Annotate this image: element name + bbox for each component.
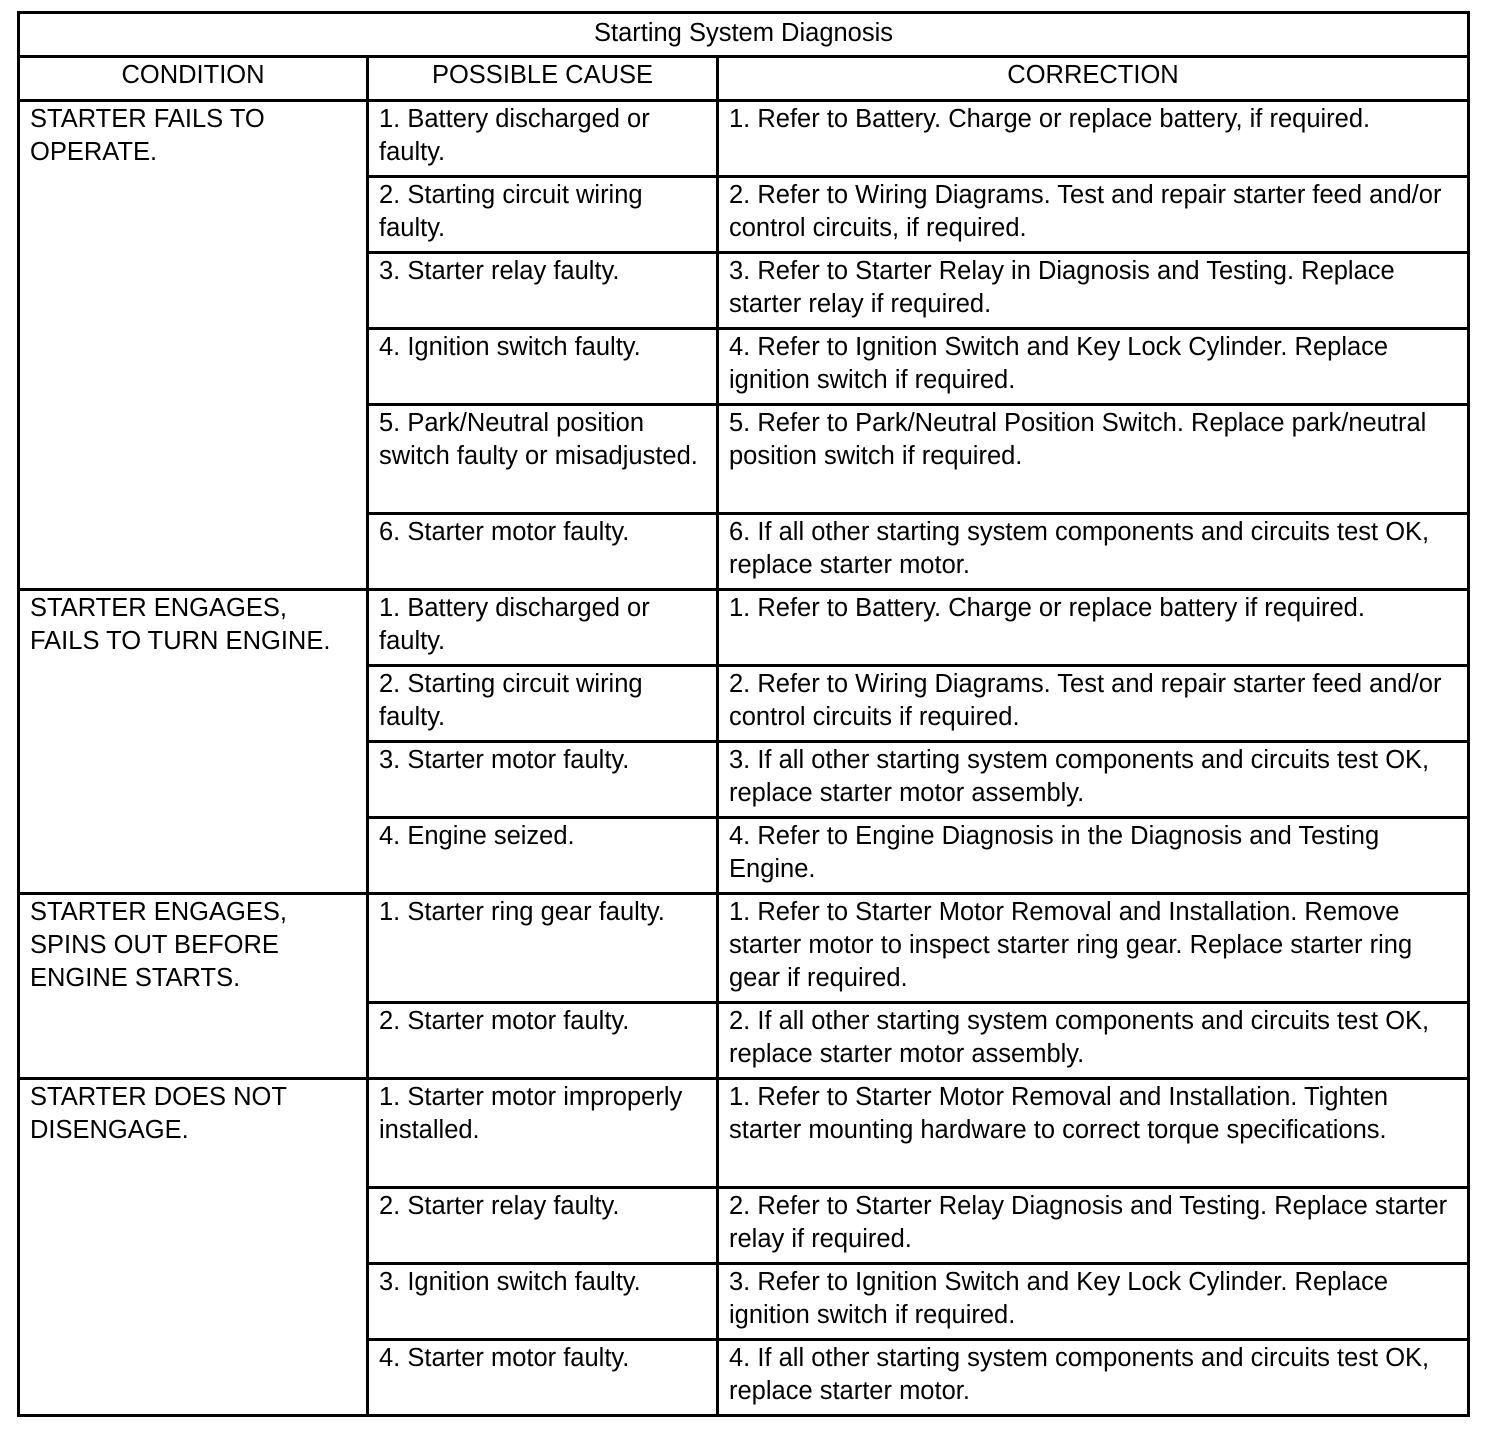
correction-cell: 6. If all other starting system components and circuits test OK, replace starter motor. bbox=[718, 514, 1469, 590]
correction-cell: 1. Refer to Battery. Charge or replace battery, if required. bbox=[718, 101, 1469, 177]
title-row bbox=[19, 13, 1469, 57]
cause-cell: 6. Starter motor faulty. bbox=[368, 514, 718, 590]
cause-cell: 2. Starter relay faulty. bbox=[368, 1188, 718, 1264]
cause-cell: 2. Starting circuit wiring faulty. bbox=[368, 666, 718, 742]
table-title: Starting System Diagnosis bbox=[19, 13, 1469, 57]
correction-cell: 1. Refer to Battery. Charge or replace battery if required. bbox=[718, 590, 1469, 666]
cause-cell: 5. Park/Neutral position switch faulty or misadjusted. bbox=[368, 405, 718, 514]
cause-cell: 1. Starter ring gear faulty. bbox=[368, 894, 718, 1003]
table-row bbox=[19, 590, 1469, 666]
diagnosis-table bbox=[17, 11, 1470, 1417]
cause-cell: 2. Starter motor faulty. bbox=[368, 1003, 718, 1079]
correction-cell: 4. If all other starting system components and circuits test OK, replace starter motor. bbox=[718, 1340, 1469, 1416]
correction-cell: 4. Refer to Ignition Switch and Key Lock Cylinder. Replace ignition switch if required. bbox=[718, 329, 1469, 405]
cause-cell: 3. Starter relay faulty. bbox=[368, 253, 718, 329]
table-row bbox=[19, 894, 1469, 1003]
column-header-correction: CORRECTION bbox=[718, 57, 1469, 101]
condition-cell: STARTER FAILS TO OPERATE. bbox=[19, 101, 368, 590]
column-header-condition: CONDITION bbox=[19, 57, 368, 101]
correction-cell: 1. Refer to Starter Motor Removal and Installation. Remove starter motor to inspect starter ring gear. Replace starter ring gear if required. bbox=[718, 894, 1469, 1003]
header-row bbox=[19, 57, 1469, 101]
condition-cell: STARTER ENGAGES, FAILS TO TURN ENGINE. bbox=[19, 590, 368, 894]
correction-cell: 5. Refer to Park/Neutral Position Switch. Replace park/neutral position switch if required. bbox=[718, 405, 1469, 514]
correction-cell: 1. Refer to Starter Motor Removal and Installation. Tighten starter mounting hardware to correct torque specifications. bbox=[718, 1079, 1469, 1188]
correction-cell: 2. Refer to Wiring Diagrams. Test and repair starter feed and/or control circuits, if required. bbox=[718, 177, 1469, 253]
cause-cell: 2. Starting circuit wiring faulty. bbox=[368, 177, 718, 253]
cause-cell: 1. Starter motor improperly installed. bbox=[368, 1079, 718, 1188]
column-header-possible-cause: POSSIBLE CAUSE bbox=[368, 57, 718, 101]
correction-cell: 3. Refer to Starter Relay in Diagnosis and Testing. Replace starter relay if required. bbox=[718, 253, 1469, 329]
cause-cell: 4. Ignition switch faulty. bbox=[368, 329, 718, 405]
condition-cell: STARTER DOES NOT DISENGAGE. bbox=[19, 1079, 368, 1416]
cause-cell: 3. Ignition switch faulty. bbox=[368, 1264, 718, 1340]
cause-cell: 4. Engine seized. bbox=[368, 818, 718, 894]
correction-cell: 4. Refer to Engine Diagnosis in the Diagnosis and Testing Engine. bbox=[718, 818, 1469, 894]
cause-cell: 1. Battery discharged or faulty. bbox=[368, 101, 718, 177]
table-row bbox=[19, 101, 1469, 177]
cause-cell: 3. Starter motor faulty. bbox=[368, 742, 718, 818]
correction-cell: 2. If all other starting system components and circuits test OK, replace starter motor assembly. bbox=[718, 1003, 1469, 1079]
cause-cell: 4. Starter motor faulty. bbox=[368, 1340, 718, 1416]
correction-cell: 2. Refer to Wiring Diagrams. Test and repair starter feed and/or control circuits if required. bbox=[718, 666, 1469, 742]
cause-cell: 1. Battery discharged or faulty. bbox=[368, 590, 718, 666]
condition-cell: STARTER ENGAGES, SPINS OUT BEFORE ENGINE STARTS. bbox=[19, 894, 368, 1079]
correction-cell: 3. Refer to Ignition Switch and Key Lock Cylinder. Replace ignition switch if required. bbox=[718, 1264, 1469, 1340]
table-row bbox=[19, 1079, 1469, 1188]
correction-cell: 3. If all other starting system components and circuits test OK, replace starter motor assembly. bbox=[718, 742, 1469, 818]
correction-cell: 2. Refer to Starter Relay Diagnosis and Testing. Replace starter relay if required. bbox=[718, 1188, 1469, 1264]
